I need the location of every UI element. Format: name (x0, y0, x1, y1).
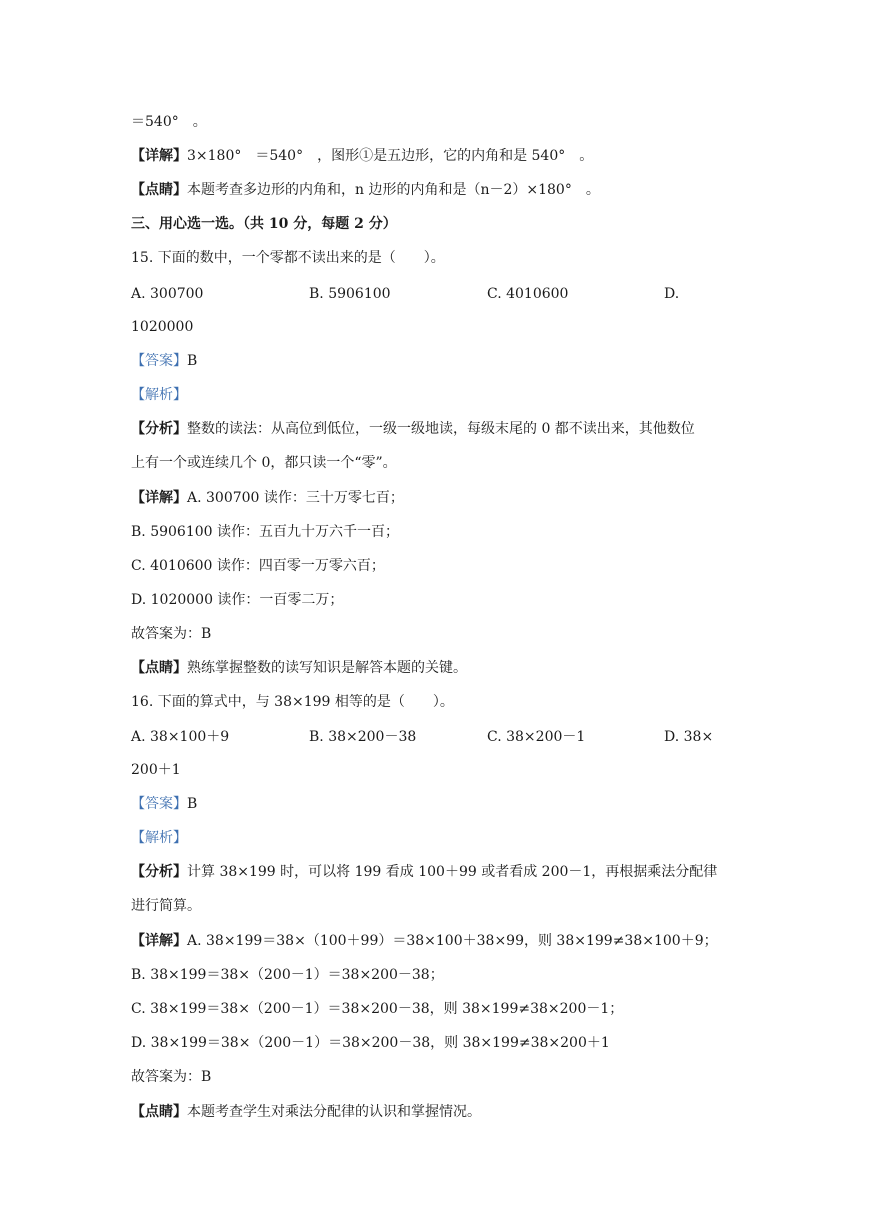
point-text: 本题考查多边形的内角和，n 边形的内角和是（n－2）×180° 。 (187, 182, 600, 198)
q16-answer-line (131, 794, 197, 814)
detail-tag: 【详解】 (131, 148, 187, 164)
point-tag: 【点睛】 (131, 182, 187, 198)
q16-fenxi-line-1 (131, 862, 717, 882)
q16-option-b: B. 38×200－38 (309, 729, 417, 745)
q16-conclusion: 故答案为：B (131, 1069, 212, 1085)
q15-detail-line-3: C. 4010600 读作：四百零一万零六百； (131, 558, 385, 574)
q15-option-a: A. 300700 (131, 286, 204, 302)
fenxi-text: 计算 38×199 时，可以将 199 看成 100＋99 或者看成 200－1，再根据乘法分配律 (187, 864, 718, 880)
detail-tag: 【详解】 (131, 490, 187, 506)
continuation-line: ＝540° 。 (131, 114, 207, 130)
q15-conclusion: 故答案为：B (131, 626, 212, 642)
point-text: 熟练掌握整数的读写知识是解答本题的关键。 (187, 660, 467, 676)
q16-detail-line-4: D. 38×199＝38×（200－1）＝38×200－38，则 38×199≠38×200＋1 (131, 1035, 610, 1051)
q16-option-a: A. 38×100＋9 (131, 729, 230, 745)
q16-option-c: C. 38×200－1 (487, 729, 586, 745)
answer-tag: 【答案】 (131, 796, 187, 812)
q16-option-d: D. 38× (664, 729, 714, 745)
fenxi-text: 整数的读法：从高位到低位，一级一级地读，每级末尾的 0 都不读出来，其他数位 (187, 421, 695, 437)
q15-answer-line (131, 351, 197, 371)
fenxi-tag: 【分析】 (131, 421, 187, 437)
point-tag: 【点睛】 (131, 660, 187, 676)
q16-detail-line-2: B. 38×199＝38×（200－1）＝38×200－38； (131, 967, 444, 983)
prev-detail-line (131, 146, 593, 166)
answer-value: B (187, 353, 198, 369)
q16-option-d-wrap: 200＋1 (131, 762, 181, 778)
q16-fenxi-line-2: 进行简算。 (131, 898, 201, 914)
q16-analysis-tag: 【解析】 (131, 830, 187, 846)
detail-tag: 【详解】 (131, 933, 187, 949)
answer-value: B (187, 796, 198, 812)
q16-stem: 16. 下面的算式中，与 38×199 相等的是（ ）。 (131, 694, 454, 710)
q16-detail-line-1 (131, 931, 718, 951)
point-text: 本题考查学生对乘法分配律的认识和掌握情况。 (187, 1104, 481, 1120)
q15-point-line (131, 658, 467, 678)
q16-point-line (131, 1102, 481, 1122)
detail-text: A. 38×199＝38×（100＋99）＝38×100＋38×99，则 38×199≠38×100＋9； (187, 933, 718, 949)
answer-tag: 【答案】 (131, 353, 187, 369)
detail-text: 3×180° ＝540° ，图形①是五边形，它的内角和是 540° 。 (187, 148, 594, 164)
point-tag: 【点睛】 (131, 1104, 187, 1120)
q15-option-d: D. (664, 286, 680, 302)
q15-option-c: C. 4010600 (487, 286, 569, 302)
q15-option-b: B. 5906100 (309, 286, 391, 302)
q15-detail-line-4: D. 1020000 读作：一百零二万； (131, 592, 344, 608)
q15-detail-line-2: B. 5906100 读作：五百九十万六千一百； (131, 524, 399, 540)
q15-detail-line-1 (131, 488, 404, 508)
q15-fenxi-line-2: 上有一个或连续几个 0，都只读一个“零”。 (131, 455, 397, 471)
q15-analysis-tag: 【解析】 (131, 387, 187, 403)
section-heading: 三、用心选一选。（共 10 分，每题 2 分） (131, 216, 397, 232)
prev-point-line (131, 180, 600, 200)
q15-option-d-wrap: 1020000 (131, 319, 194, 335)
detail-text: A. 300700 读作：三十万零七百； (187, 490, 404, 506)
fenxi-tag: 【分析】 (131, 864, 187, 880)
q16-detail-line-3: C. 38×199＝38×（200－1）＝38×200－38，则 38×199≠38×200－1； (131, 1001, 624, 1017)
q15-stem: 15. 下面的数中，一个零都不读出来的是（ ）。 (131, 250, 445, 266)
q15-fenxi-line-1 (131, 419, 695, 439)
